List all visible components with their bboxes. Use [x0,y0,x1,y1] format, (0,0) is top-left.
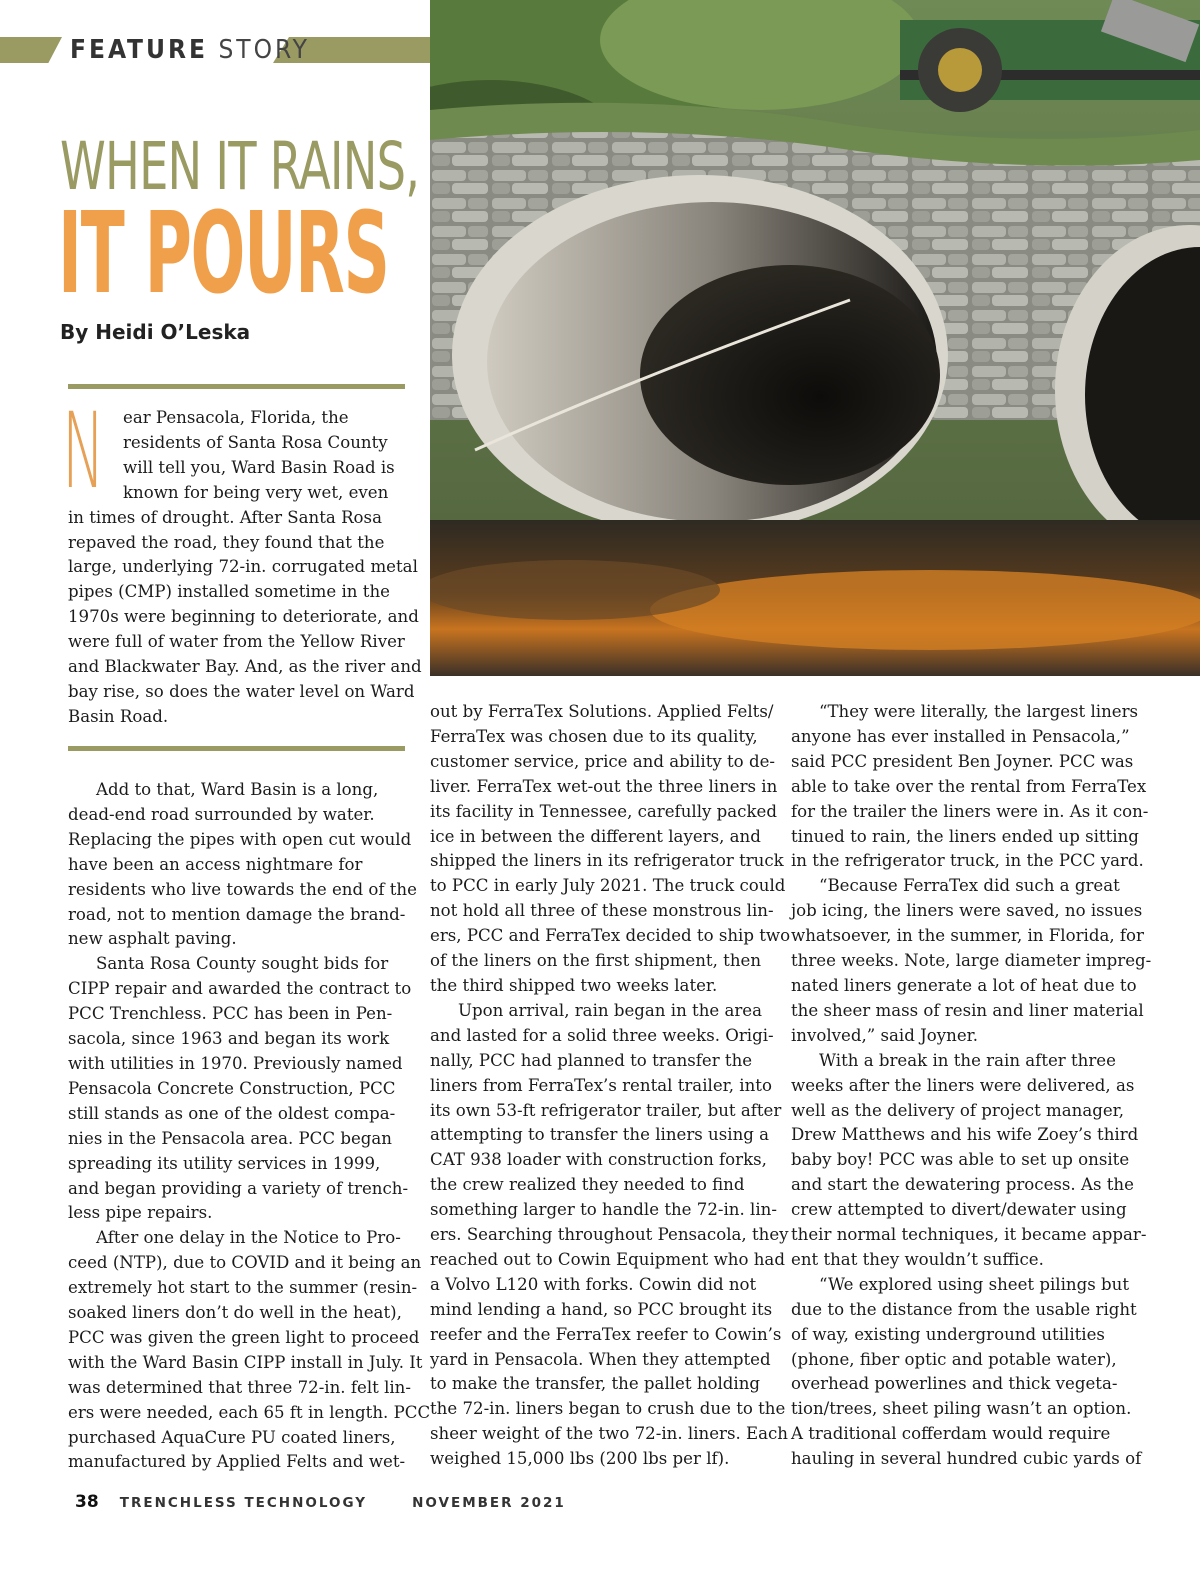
body-line: due to the distance from the usable right [791,1299,1137,1319]
body-line: attempting to transfer the liners using a [430,1125,770,1145]
body-line: for the trailer the liners were in. As it con- [791,801,1149,821]
headline-line-2: IT POURS [58,189,389,319]
body-line: PCC was given the green light to proceed [68,1327,420,1347]
body-line: customer service, price and ability to de- [430,751,775,771]
body-line: FerraTex was chosen due to its quality, [430,726,758,746]
body-line: new asphalt paving. [68,929,237,949]
body-line: job icing, the liners were saved, no issues [791,901,1143,921]
body-line: overhead powerlines and thick vegeta- [791,1374,1118,1394]
body-line: to PCC in early July 2021. The truck could [430,876,786,896]
body-line: spreading its utility services in 1999, [68,1153,381,1173]
intro-paragraph [62,390,422,730]
intro-line: were full of water from the Yellow River [68,632,405,652]
body-line: “They were literally, the largest liners [819,702,1139,721]
intro-line: Basin Road. [68,706,169,726]
body-line: reefer and the FerraTex reefer to Cowin’s [430,1324,782,1344]
body-line: was determined that three 72-in. felt lin- [68,1377,411,1397]
body-line: their normal techniques, it became appar- [791,1225,1147,1245]
body-line: with the Ward Basin CIPP install in July. It [68,1352,423,1372]
body-line: hauling in several hundred cubic yards of [791,1449,1142,1469]
intro-line: and Blackwater Bay. And, as the river and [68,657,422,677]
body-line: sacola, since 1963 and began its work [68,1029,390,1049]
body-line: ent that they wouldn’t suffice. [791,1249,1044,1269]
publication-name: TRENCHLESS TECHNOLOGY [119,1495,368,1511]
body-line: out by FerraTex Solutions. Applied Felts/ [430,702,774,721]
body-line: crew attempted to divert/dewater using [791,1200,1127,1220]
body-line: ers were needed, each 65 ft in length. PCC [68,1402,431,1422]
body-line: manufactured by Applied Felts and wet- [68,1452,406,1472]
body-column-2 [430,700,791,1472]
body-line: anyone has ever installed in Pensacola,” [791,726,1130,746]
page-number: 38 [75,1492,99,1512]
body-line: “We explored using sheet pilings but [819,1274,1129,1294]
body-line: soaked liners don’t do well in the heat), [68,1303,402,1323]
body-line: sheer weight of the two 72-in. liners. Each [430,1424,788,1444]
body-line: tinued to rain, the liners ended up sitting [791,826,1139,846]
body-line: A traditional cofferdam would require [791,1424,1111,1444]
body-line: the 72-in. liners began to crush due to the [430,1399,786,1419]
section-label [70,33,310,67]
body-line: of the liners on the first shipment, then [430,951,762,971]
body-line: CAT 938 loader with construction forks, [430,1150,767,1170]
body-line: less pipe repairs. [68,1203,213,1223]
body-line: extremely hot start to the summer (resin- [68,1278,418,1298]
body-line: nies in the Pensacola area. PCC began [68,1128,392,1148]
body-line: of way, existing underground utilities [791,1324,1105,1344]
dropcap-wrapper [62,390,123,512]
byline: By Heidi O’Leska [60,320,251,344]
body-line: nally, PCC had planned to transfer the [430,1050,753,1070]
body-line: able to take over the rental from FerraTex [791,776,1147,796]
intro-rule-bottom [68,746,405,751]
body-line: and lasted for a solid three weeks. Origi- [430,1025,774,1045]
body-line: yard in Pensacola. When they attempted [430,1349,771,1369]
intro-line: large, underlying 72-in. corrugated metal [68,557,418,577]
body-line: something larger to handle the 72-in. lin- [430,1200,777,1220]
intro-line: bay rise, so does the water level on Ward [68,681,415,701]
intro-line: will tell you, Ward Basin Road is [123,457,395,477]
body-line: and start the dewatering process. As the [791,1175,1134,1195]
intro-line: repaved the road, they found that the [68,532,385,552]
body-line: ceed (NTP), due to COVID and it being an [68,1253,422,1273]
body-line: not hold all three of these monstrous lin- [430,901,774,921]
body-line: still stands as one of the oldest compa- [68,1103,396,1123]
body-line: With a break in the rain after three [819,1050,1116,1070]
body-line: purchased AquaCure PU coated liners, [68,1427,396,1447]
body-line: baby boy! PCC was able to set up onsite [791,1150,1130,1170]
body-line: PCC Trenchless. PCC has been in Pen- [68,1004,393,1024]
section-label-feature: FEATURE [70,35,208,65]
body-line: “Because FerraTex did such a great [819,876,1120,896]
body-line: reached out to Cowin Equipment who had [430,1249,785,1269]
page-footer [75,1491,566,1514]
body-line: ers, PCC and FerraTex decided to ship two [430,926,791,946]
body-line: the sheer mass of resin and liner material [791,1000,1144,1020]
intro-line: known for being very wet, even [123,482,389,502]
body-line: well as the delivery of project manager, [791,1100,1125,1120]
dropcap: N [62,390,105,512]
body-column-3 [791,700,1152,1472]
section-label-story: STORY [218,35,310,65]
body-line: dead-end road surrounded by water. [68,804,375,824]
body-line: road, not to mention damage the brand- [68,904,406,924]
culvert-photo [430,0,1200,676]
body-line: Add to that, Ward Basin is a long, [96,780,379,799]
intro-line: residents of Santa Rosa County [123,432,388,452]
body-column-1 [68,778,431,1475]
intro-line: in times of drought. After Santa Rosa [68,507,382,527]
body-line: the crew realized they needed to find [430,1175,745,1195]
body-line: ers. Searching throughout Pensacola, they [430,1225,789,1245]
body-line: Upon arrival, rain began in the area [458,1000,763,1020]
body-line: nated liners generate a lot of heat due to [791,975,1137,995]
body-line: tion/trees, sheet piling wasn’t an option. [791,1399,1132,1419]
body-line: liver. FerraTex wet-out the three liners in [430,776,778,796]
body-line: and began providing a variety of trench- [68,1178,409,1198]
body-line: a Volvo L120 with forks. Cowin did not [430,1274,757,1294]
body-line: three weeks. Note, large diameter impreg- [791,951,1152,971]
body-line: whatsoever, in the summer, in Florida, for [791,926,1144,946]
body-line: ice in between the different layers, and [430,826,761,846]
intro-line: 1970s were beginning to deteriorate, and [68,607,419,627]
body-line: weeks after the liners were delivered, as [791,1075,1135,1095]
body-line: Drew Matthews and his wife Zoey’s third [791,1125,1139,1145]
header-band-left [0,37,62,63]
body-line: Replacing the pipes with open cut would [68,829,412,849]
intro-line: ear Pensacola, Florida, the [123,408,349,427]
body-line: said PCC president Ben Joyner. PCC was [791,751,1134,771]
body-line: have been an access nightmare for [68,854,363,874]
body-line: mind lending a hand, so PCC brought its [430,1299,773,1319]
intro-line: pipes (CMP) installed sometime in the [68,582,390,602]
body-line: weighed 15,000 lbs (200 lbs per lf). [430,1449,730,1469]
body-line: with utilities in 1970. Previously named [68,1053,403,1073]
intro-rule-top [68,384,405,389]
body-line: residents who live towards the end of the [68,879,417,899]
body-line: Santa Rosa County sought bids for [96,954,389,974]
body-line: shipped the liners in its refrigerator truck [430,851,784,871]
body-line: the third shipped two weeks later. [430,975,718,995]
body-line: liners from FerraTex’s rental trailer, into [430,1075,772,1095]
body-line: its facility in Tennessee, carefully packed [430,801,777,821]
headline-line-1: WHEN IT RAINS, [60,128,420,205]
body-line: Pensacola Concrete Construction, PCC [68,1078,396,1098]
body-line: (phone, fiber optic and potable water), [791,1349,1117,1369]
body-line: its own 53-ft refrigerator trailer, but after [430,1100,782,1120]
issue-date: NOVEMBER 2021 [412,1495,566,1511]
culvert-photo-illustration [430,0,1200,676]
body-line: to make the transfer, the pallet holding [430,1374,761,1394]
body-line: After one delay in the Notice to Pro- [96,1228,401,1248]
body-line: involved,” said Joyner. [791,1025,979,1045]
body-line: CIPP repair and awarded the contract to [68,979,412,999]
body-line: in the refrigerator truck, in the PCC yard. [791,851,1144,871]
